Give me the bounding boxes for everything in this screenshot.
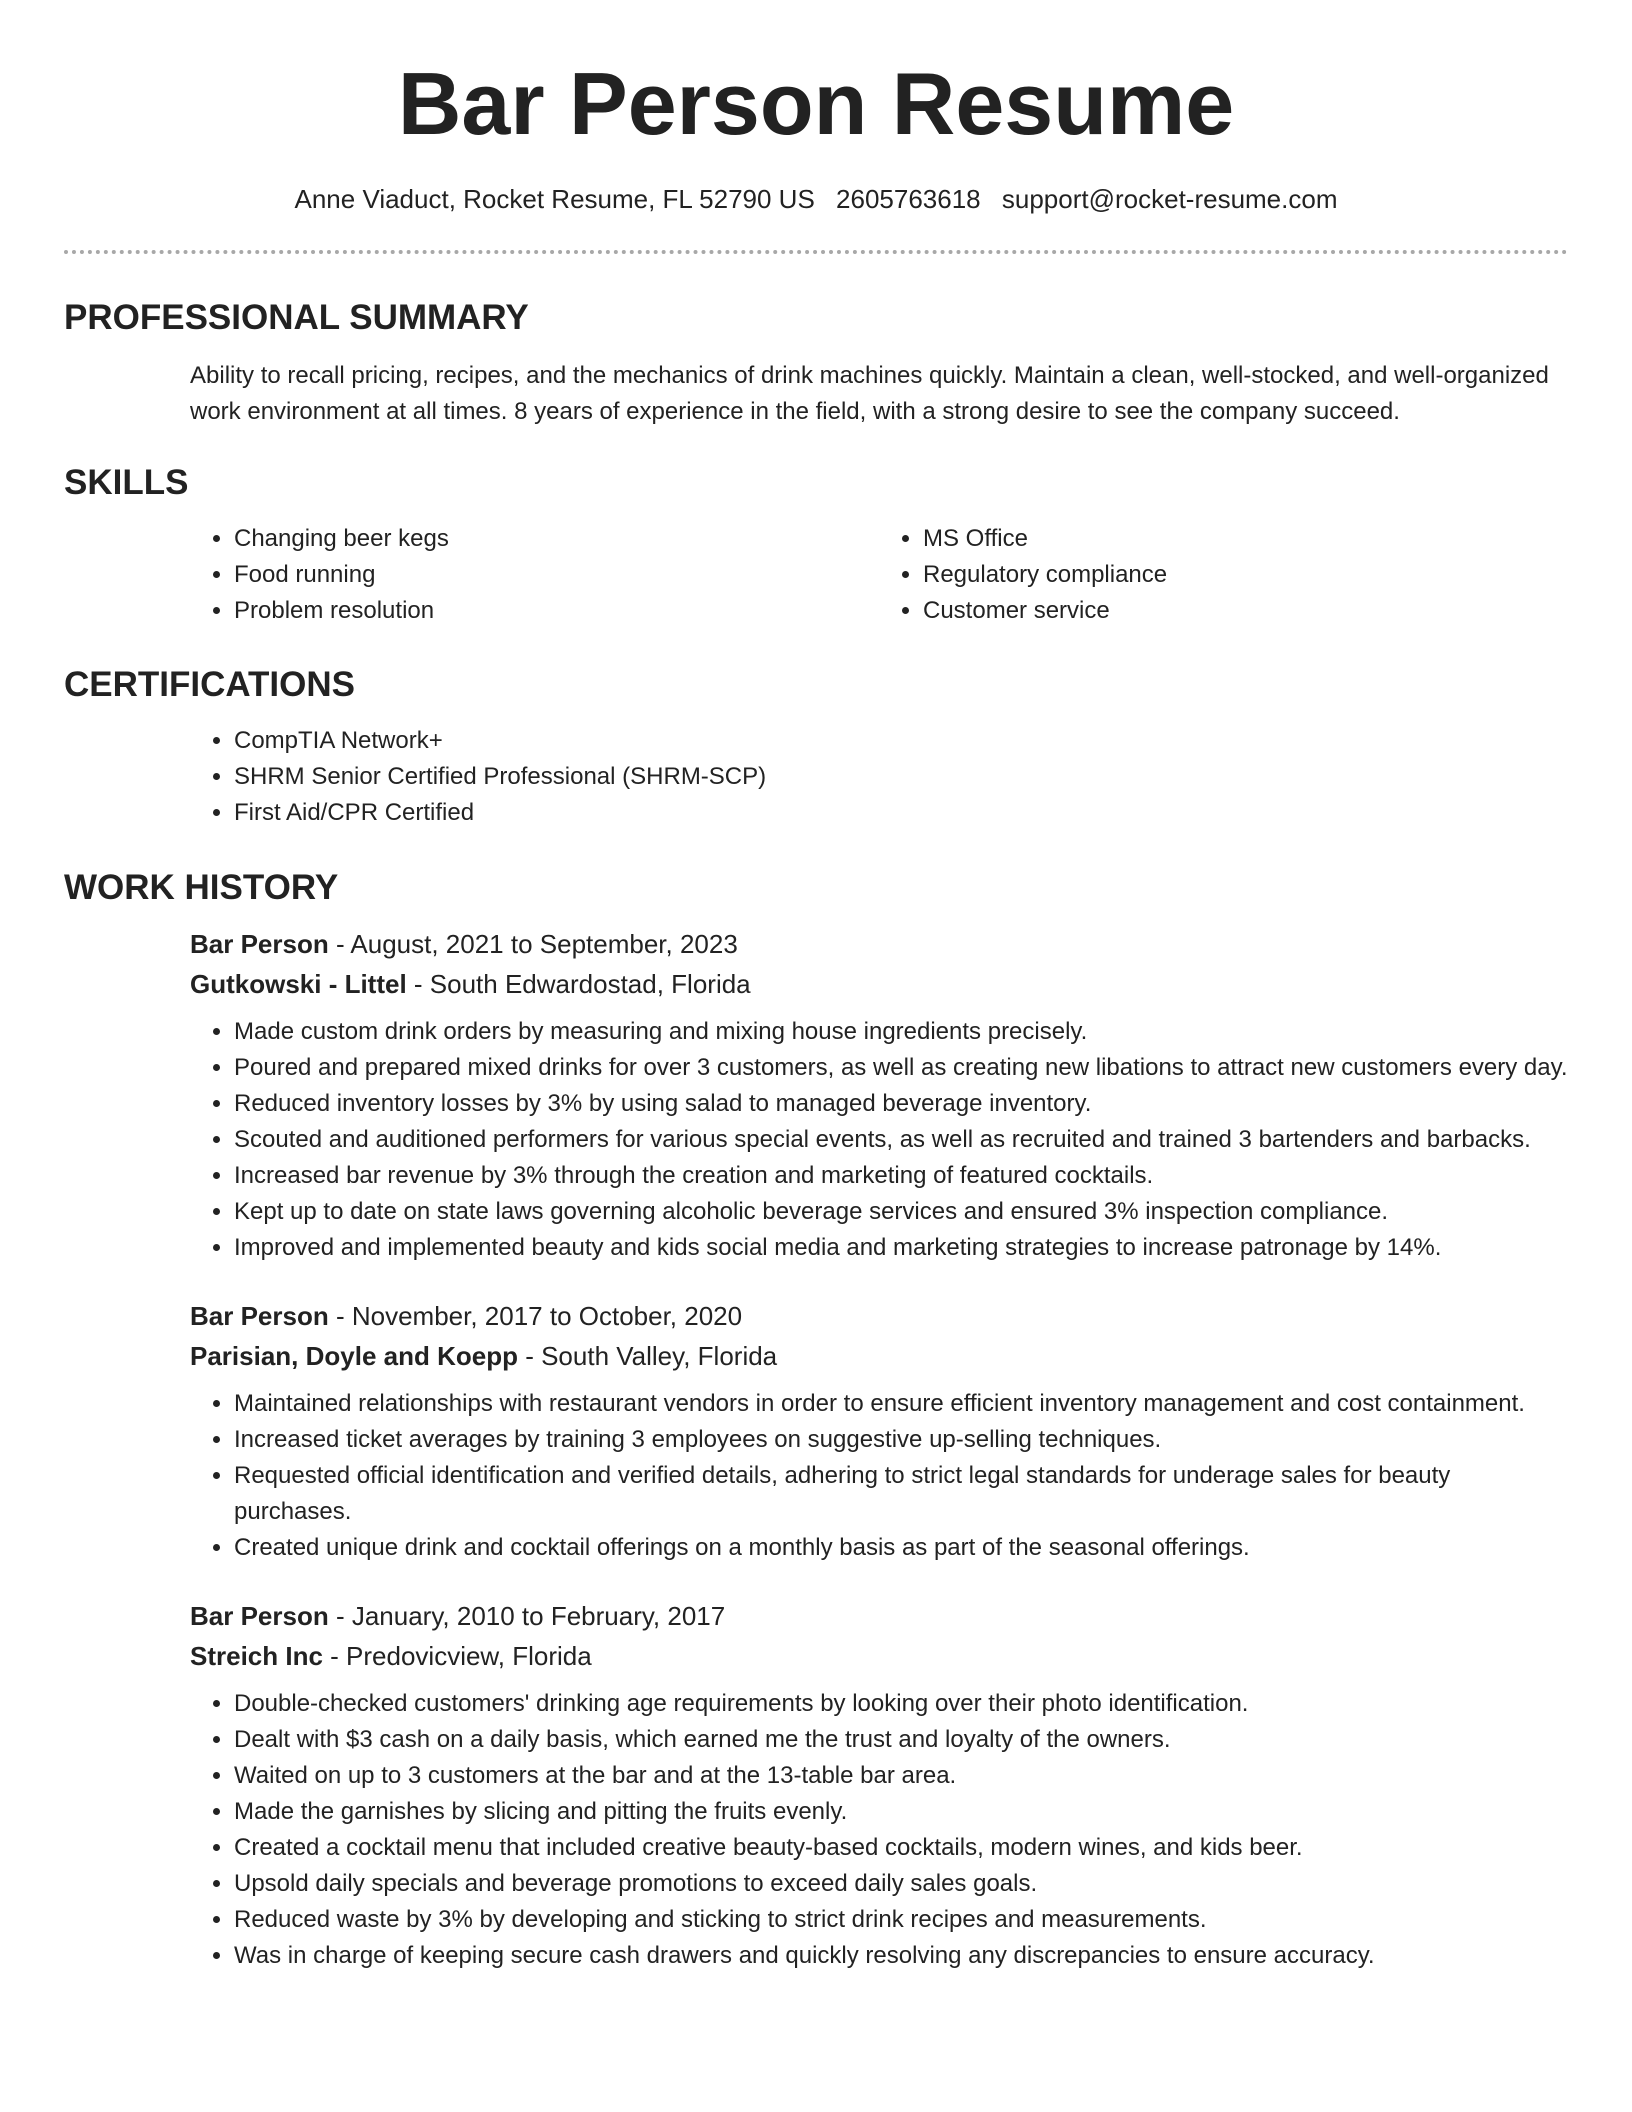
job-company-line <box>190 1336 1568 1376</box>
skill-item: • MS Office <box>923 521 1568 557</box>
job-location: - Predovicview, Florida <box>322 1641 592 1671</box>
skill-item: • Regulatory compliance <box>923 557 1568 593</box>
job-bullet: • Double-checked customers' drinking age requirements by looking over their photo identification. <box>234 1686 1568 1722</box>
job-dates: - January, 2010 to February, 2017 <box>328 1601 726 1631</box>
job-bullet: • Was in charge of keeping secure cash drawers and quickly resolving any discrepancies to ensure accuracy. <box>234 1938 1568 1974</box>
job-bullet: • Requested official identification and verified details, adhering to strict legal standards for underage sales for beauty purchases. <box>234 1458 1568 1530</box>
job-bullet: • Increased ticket averages by training 3 employees on suggestive up-selling techniques. <box>234 1422 1568 1458</box>
job-dates: - November, 2017 to October, 2020 <box>328 1301 743 1331</box>
job-entry <box>190 924 1568 1266</box>
summary-heading: PROFESSIONAL SUMMARY <box>64 298 529 337</box>
job-bullet: • Kept up to date on state laws governing alcoholic beverage services and ensured 3% inspection compliance. <box>234 1194 1568 1230</box>
skills-section <box>64 461 1568 629</box>
certifications-heading: CERTIFICATIONS <box>64 665 356 704</box>
work-history-heading: WORK HISTORY <box>64 868 339 907</box>
job-bullet: • Increased bar revenue by 3% through the creation and marketing of featured cocktails. <box>234 1158 1568 1194</box>
skill-item: • Food running <box>234 557 879 593</box>
job-bullet: • Maintained relationships with restaurant vendors in order to ensure efficient inventory management and cost containment. <box>234 1386 1568 1422</box>
job-bullets <box>190 1014 1568 1266</box>
job-bullet: • Made the garnishes by slicing and pitting the fruits evenly. <box>234 1794 1568 1830</box>
job-title-line <box>190 1296 1568 1336</box>
certification-item: • First Aid/CPR Certified <box>234 795 1534 831</box>
job-company: Parisian, Doyle and Koepp <box>190 1341 518 1371</box>
contact-line <box>0 180 1632 218</box>
job-company-line <box>190 964 1568 1004</box>
job-dates: - August, 2021 to September, 2023 <box>328 929 738 959</box>
job-company-line <box>190 1636 1568 1676</box>
job-bullet: • Reduced inventory losses by 3% by using salad to managed beverage inventory. <box>234 1086 1568 1122</box>
summary-body <box>190 358 1568 430</box>
summary-text: Ability to recall pricing, recipes, and the mechanics of drink machines quickly. Maintain a clean, well-stocked, and well-organized work environment at all times. 8 years of experience in the field, with a strong desire to see the company succeed. <box>190 362 1549 425</box>
job-location: - South Valley, Florida <box>517 1341 778 1371</box>
job-bullet: • Created a cocktail menu that included creative beauty-based cocktails, modern wines, and kids beer. <box>234 1830 1568 1866</box>
certifications-section <box>64 663 1568 831</box>
job-location: - South Edwardostad, Florida <box>406 969 751 999</box>
work-history-body <box>190 924 1568 1974</box>
skills-column-right <box>879 521 1568 629</box>
job-title: Bar Person <box>190 1301 329 1331</box>
contact-email: support@rocket-resume.com <box>1001 184 1338 214</box>
job-title-line <box>190 1596 1568 1636</box>
work-history-section <box>64 866 1568 1974</box>
skills-list <box>190 521 1568 629</box>
job-bullet: • Dealt with $3 cash on a daily basis, which earned me the trust and loyalty of the owners. <box>234 1722 1568 1758</box>
job-bullet: • Created unique drink and cocktail offerings on a monthly basis as part of the seasonal offerings. <box>234 1530 1568 1566</box>
certification-item: • CompTIA Network+ <box>234 723 1534 759</box>
job-bullet: • Upsold daily specials and beverage promotions to exceed daily sales goals. <box>234 1866 1568 1902</box>
skill-item: • Problem resolution <box>234 593 879 629</box>
contact-address: Anne Viaduct, Rocket Resume, FL 52790 US <box>294 184 815 214</box>
skill-item: • Changing beer kegs <box>234 521 879 557</box>
certifications-list <box>190 723 1568 831</box>
job-entry <box>190 1596 1568 1974</box>
contact-phone: 2605763618 <box>836 184 981 214</box>
certifications-items <box>190 723 1534 831</box>
job-title: Bar Person <box>190 1601 329 1631</box>
page-title: Bar Person Resume <box>397 54 1235 153</box>
job-bullets <box>190 1386 1568 1566</box>
job-bullet: • Improved and implemented beauty and kids social media and marketing strategies to increase patronage by 14%. <box>234 1230 1568 1266</box>
job-bullet: • Waited on up to 3 customers at the bar and at the 13-table bar area. <box>234 1758 1568 1794</box>
job-title: Bar Person <box>190 929 329 959</box>
certification-item: • SHRM Senior Certified Professional (SHRM-SCP) <box>234 759 1534 795</box>
job-entry <box>190 1296 1568 1566</box>
summary-section <box>64 296 1568 430</box>
job-bullet: • Made custom drink orders by measuring and mixing house ingredients precisely. <box>234 1014 1568 1050</box>
skill-item: • Customer service <box>923 593 1568 629</box>
job-bullet: • Scouted and auditioned performers for various special events, as well as recruited and trained 3 bartenders and barbacks. <box>234 1122 1568 1158</box>
skills-column-left <box>190 521 879 629</box>
header-divider <box>64 250 1568 254</box>
job-company: Gutkowski - Littel <box>190 969 407 999</box>
skills-heading: SKILLS <box>64 463 189 502</box>
job-bullet: • Poured and prepared mixed drinks for over 3 customers, as well as creating new libations to attract new customers every day. <box>234 1050 1568 1086</box>
job-company: Streich Inc <box>190 1641 323 1671</box>
job-title-line <box>190 924 1568 964</box>
job-bullet: • Reduced waste by 3% by developing and sticking to strict drink recipes and measurements. <box>234 1902 1568 1938</box>
job-bullets <box>190 1686 1568 1974</box>
